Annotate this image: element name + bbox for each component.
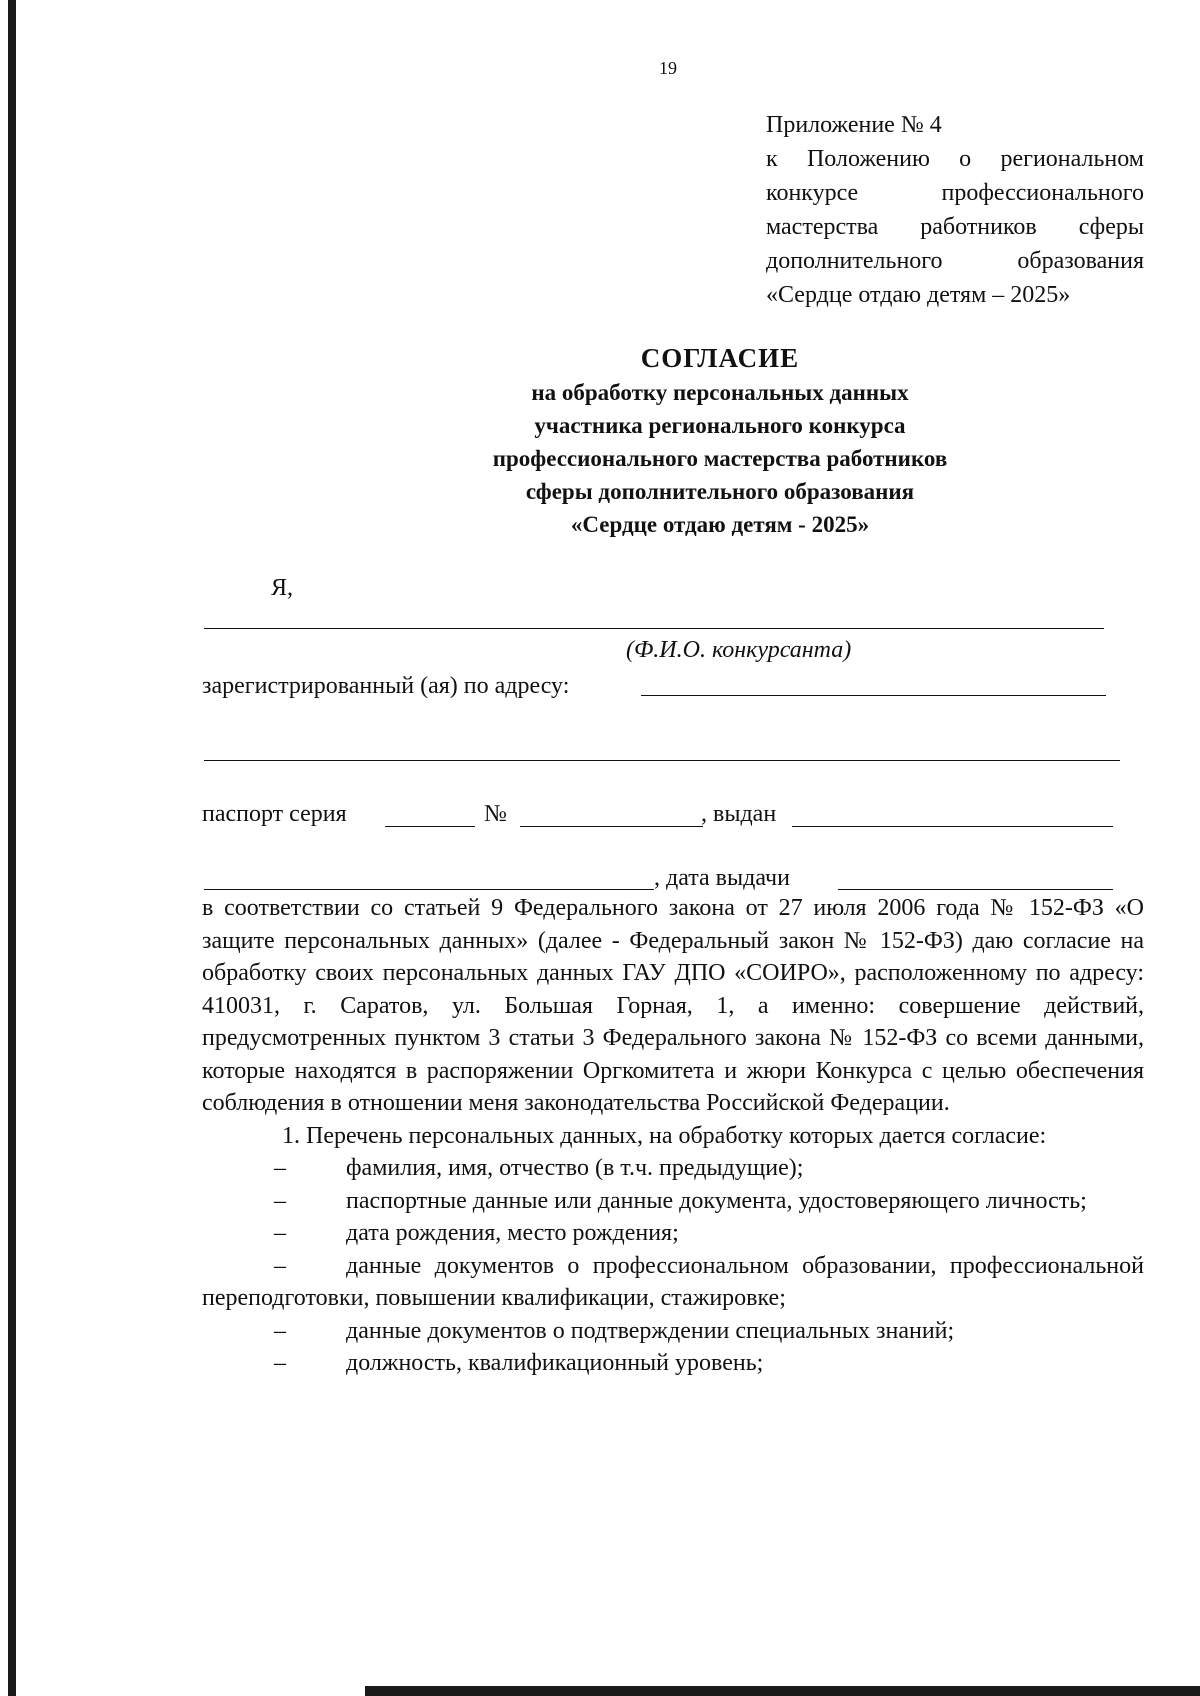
passport-number-sign: №	[484, 801, 507, 827]
list-item: – дата рождения, место рождения;	[202, 1217, 1144, 1250]
issued-by-blank-2[interactable]	[204, 889, 654, 890]
list-item: – данные документов о подтверждении специальных знаний;	[202, 1315, 1144, 1348]
issue-date-label: , дата выдачи	[654, 865, 790, 891]
page-number: 19	[659, 58, 677, 78]
dash-bullet: –	[274, 1350, 286, 1376]
consent-body	[202, 892, 1144, 1380]
issued-by-blank[interactable]	[792, 826, 1113, 827]
appendix-line: конкурсе профессионального	[766, 180, 1144, 206]
fio-caption: (Ф.И.О. конкурсанта)	[626, 637, 852, 663]
scan-bottom-edge	[365, 1686, 1200, 1696]
item-1-heading: 1. Перечень персональных данных, на обработку которых дается согласие:	[282, 1122, 1047, 1149]
address-blank-line-2[interactable]	[204, 760, 1120, 761]
consent-intro: в соответствии со статьей 9 Федерального закона от 27 июля 2006 года № 152-ФЗ «О защите персональных данных» (далее - Федеральный закон № 152-ФЗ) даю согласие на обработку своих персональных данных ГАУ ДПО «СОИРО», расположенному по адресу: 410031, г. Саратов, ул. Большая Горная, 1, а именно: совершение действий, предусмотренных пунктом 3 статьи 3 Федерального закона № 152-ФЗ со всеми данными, которые находятся в распоряжении Оргкомитета и жюри Конкурса с целью обеспечения соблюдения в отношении меня законодательства Российской Федерации.	[202, 895, 1144, 1116]
appendix-line: к Положению о региональном	[766, 146, 1144, 172]
address-label: зарегистрированный (ая) по адресу:	[202, 673, 570, 699]
title-line: сферы дополнительного образования	[525, 479, 915, 504]
issue-date-blank[interactable]	[838, 889, 1113, 890]
document-title	[420, 340, 1020, 541]
list-item: – паспортные данные или данные документа, удостоверяющего личность;	[202, 1185, 1144, 1218]
dash-bullet: –	[274, 1220, 286, 1246]
passport-series-label: паспорт серия	[202, 801, 347, 827]
appendix-line: Приложение № 4	[766, 112, 942, 138]
appendix-line: «Сердце отдаю детям – 2025»	[766, 282, 1071, 308]
appendix-line: мастерства работников сферы	[766, 214, 1144, 240]
dash-bullet: –	[274, 1187, 286, 1214]
i-label: Я,	[271, 575, 294, 601]
title-line: профессионального мастерства работников	[492, 446, 948, 471]
scan-left-edge	[8, 0, 16, 1696]
title-main: СОГЛАСИЕ	[640, 343, 800, 373]
passport-number-blank[interactable]	[520, 826, 703, 827]
dash-bullet: –	[274, 1155, 286, 1181]
passport-series-blank[interactable]	[385, 826, 475, 827]
title-line: участника регионального конкурса	[534, 413, 906, 438]
issued-label: , выдан	[701, 801, 777, 827]
address-blank-line[interactable]	[641, 695, 1106, 696]
list-item: – должность, квалификационный уровень;	[202, 1347, 1144, 1380]
appendix-line: дополнительного образования	[766, 248, 1144, 274]
title-line: на обработку персональных данных	[531, 380, 909, 405]
appendix-reference	[766, 108, 1144, 312]
dash-bullet: –	[274, 1317, 286, 1344]
title-line: «Сердце отдаю детям - 2025»	[570, 512, 870, 537]
list-item: – данные документов о профессиональном образовании, профессиональной переподготовки, повышении квалификации, стажировке;	[202, 1250, 1144, 1315]
list-item: – фамилия, имя, отчество (в т.ч. предыдущие);	[202, 1152, 1144, 1185]
fio-blank-line[interactable]	[204, 628, 1104, 629]
dash-bullet: –	[274, 1252, 286, 1279]
